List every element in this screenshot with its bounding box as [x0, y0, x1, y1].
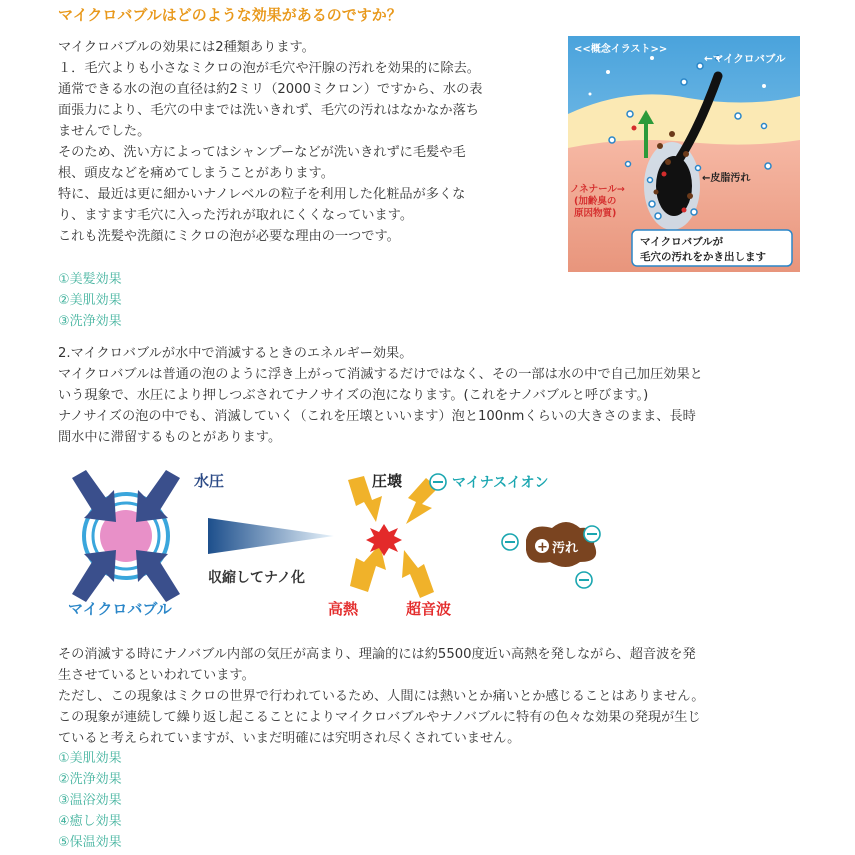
effect-item: ⑤保温効果 — [58, 835, 122, 850]
section-2-paragraph — [58, 343, 798, 448]
burst-star — [366, 524, 402, 556]
section-2-line: 2.マイクロバブルが水中で消滅するときのエネルギー効果。 — [58, 346, 413, 361]
ultrasonic-label: 超音波 — [406, 600, 452, 618]
intro-line: そのため、洗い方によってはシャンプーなどが洗いきれずに毛髪や毛 — [58, 145, 466, 160]
collapse-diagram — [58, 458, 618, 628]
microbubble-label: マイクロバブル — [68, 600, 172, 618]
microbubble-label: ←マイクロバブル — [704, 53, 786, 65]
sebum-label: ←皮脂汚れ — [702, 173, 751, 184]
compression-wedge — [208, 518, 334, 554]
effect-item: ③洗浄効果 — [58, 314, 122, 329]
intro-line: マイクロバブルの効果には2種類あります。 — [58, 40, 315, 55]
section-3-line: その消滅する時にナノバブル内部の気圧が高まり、理論的には約5500度近い高熱を発しながら、超音波を発 — [58, 647, 696, 662]
intro-line: １．毛穴よりも小さなミクロの泡が毛穴や汗腺の汚れを効果的に除去。 — [58, 61, 480, 76]
intro-line: 通常できる水の泡の直径は約2ミリ（2000ミクロン）ですから、水の表 — [58, 82, 483, 97]
intro-line: 特に、最近は更に細かいナノレベルの粒子を利用した化粧品が多くな — [58, 187, 466, 202]
intro-line: これも洗髪や洗顔にミクロの泡が必要な理由の一つです。 — [58, 229, 400, 244]
effect-item: ①美肌効果 — [58, 751, 122, 766]
intro-line: 根、頭皮などを痛めてしまうことがあります。 — [58, 166, 334, 181]
effect-item: ②洗浄効果 — [58, 772, 122, 787]
effect-item: ②美肌効果 — [58, 293, 122, 308]
effects-list-1 — [58, 269, 122, 332]
minus-ion-icon — [430, 474, 446, 490]
effects-list-2 — [58, 748, 122, 853]
intro-line: り、ますます毛穴に入った汚れが取れにくくなっています。 — [58, 208, 414, 223]
section-3-line: 生させているといわれています。 — [58, 668, 255, 683]
section-2-line: いう現象で、水圧により押しつぶされてナノサイズの泡になります。(これをナノバブルと呼びます。) — [58, 388, 649, 403]
intro-line: 面張力により、毛穴の中までは洗いきれず、毛穴の汚れはなかなか落ち — [58, 103, 479, 118]
minus-ion-label: マイナスイオン — [452, 475, 549, 491]
section-3-line: ただし、この現象はミクロの世界で行われているため、人間には熱いとか痛いとか感じることはありません。 — [58, 689, 705, 704]
section-3-line: この現象が連続して繰り返し起こることによりマイクロバブルやナノバブルに特有の色々な効果の発現が生じ — [58, 710, 701, 725]
shrink-label: 収縮してナノ化 — [208, 570, 306, 586]
section-3-paragraph — [58, 644, 798, 749]
callout-line-2: 毛穴の汚れをかき出します — [640, 251, 766, 263]
nonenal-label-1: ノネナール→ — [570, 184, 625, 195]
nonenal-label-2: (加齢臭の — [574, 196, 617, 207]
concept-illustration — [568, 36, 800, 272]
collapse-label: 圧壊 — [372, 472, 403, 490]
hair-root — [656, 156, 692, 216]
effect-item: ③温浴効果 — [58, 793, 122, 808]
section-2-line: 間水中に滞留するものとがあります。 — [58, 430, 282, 445]
effect-item: ①美髪効果 — [58, 272, 122, 287]
section-2-line: マイクロバブルは普通の泡のように浮き上がって消滅するだけではなく、その一部は水の中で自己加圧効果と — [58, 367, 703, 382]
illustration-title: <<概念イラスト>> — [574, 44, 668, 55]
water-pressure-label: 水圧 — [194, 472, 225, 490]
intro-line: ませんでした。 — [58, 124, 151, 139]
intro-paragraph — [58, 37, 558, 247]
effect-item: ④癒し効果 — [58, 814, 122, 829]
page-heading: マイクロバブルはどのような効果があるのですか？ — [58, 6, 402, 24]
nonenal-label-3: 原因物質) — [574, 208, 617, 219]
section-2-line: ナノサイズの泡の中でも、消滅していく（これを圧壊といいます）泡と100nmくらいの大きさのまま、長時 — [58, 409, 696, 424]
callout-line-1: マイクロバブルが — [640, 236, 724, 248]
plus-sign: + — [537, 540, 548, 555]
dirt-label: 汚れ — [552, 541, 579, 556]
heat-label: 高熱 — [328, 600, 359, 618]
section-3-line: ていると考えられていますが、いまだ明確には究明され尽くされていません。 — [58, 731, 521, 746]
